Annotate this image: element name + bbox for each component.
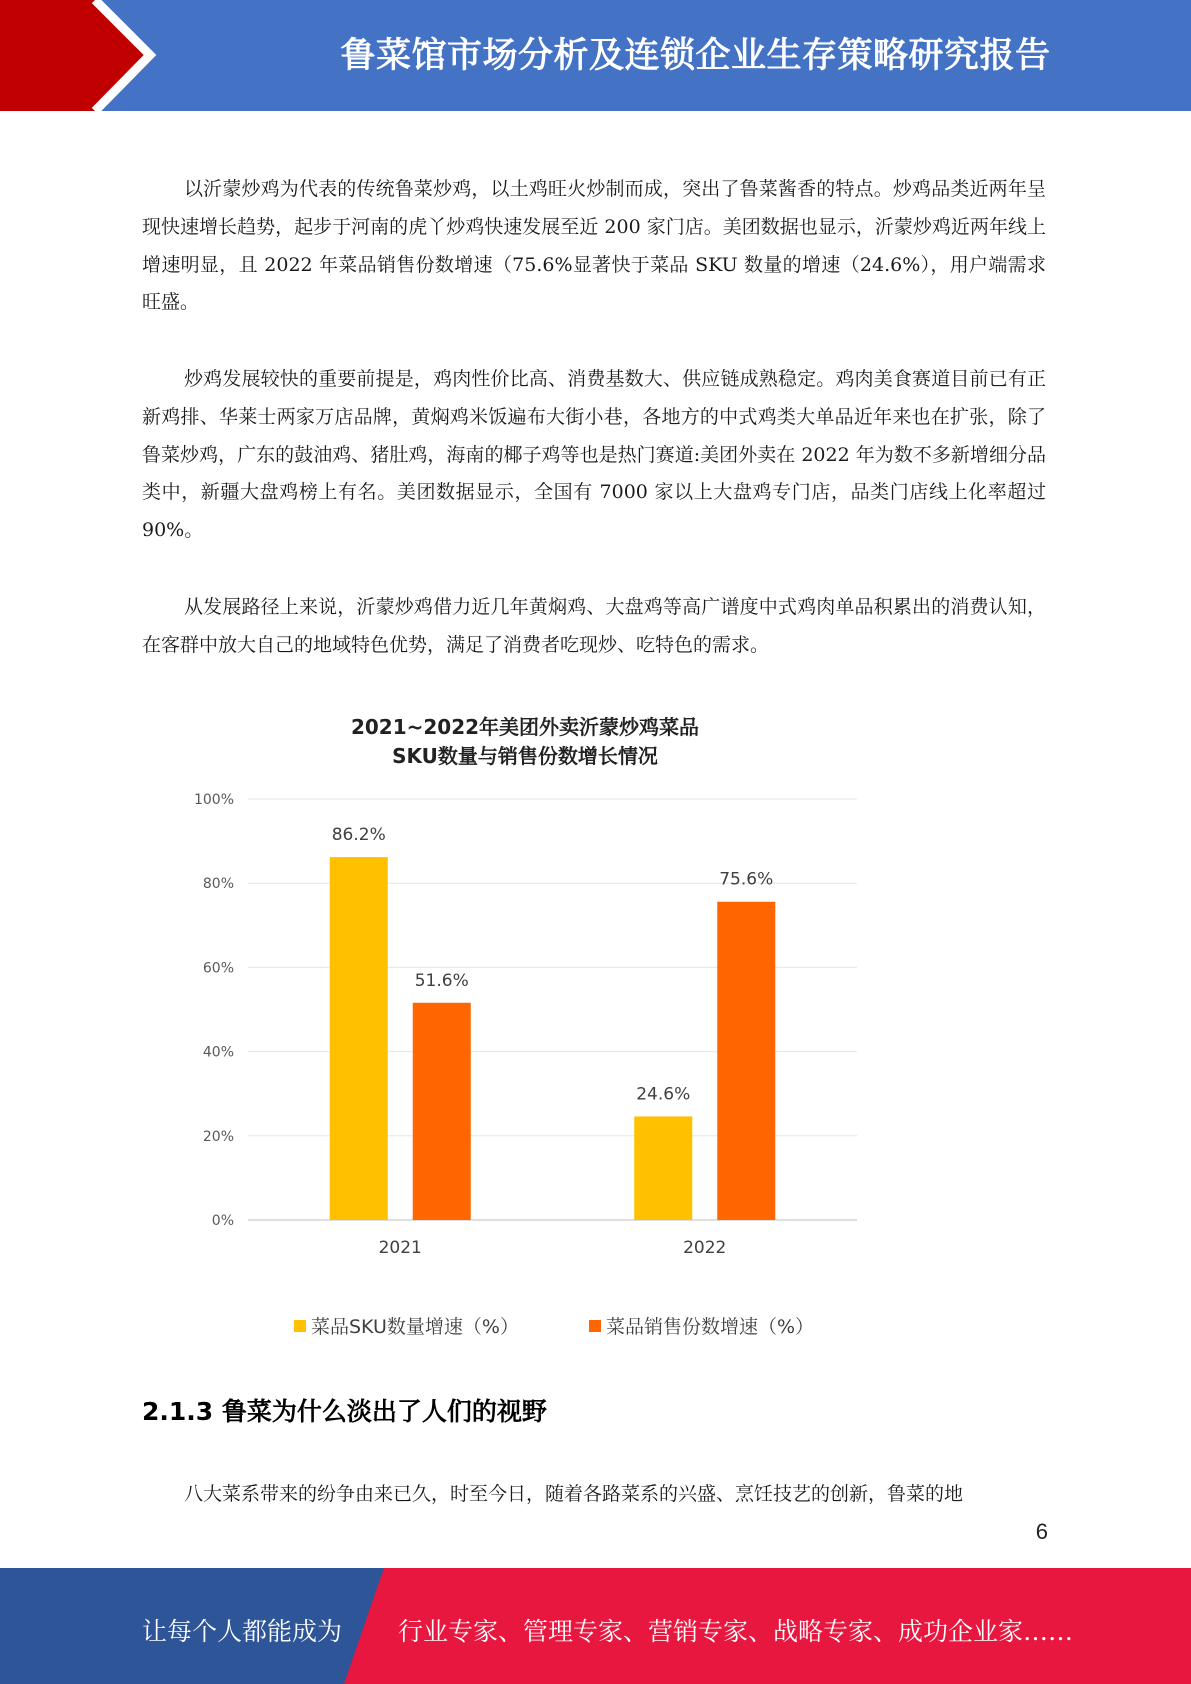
paragraph-3: 从发展路径上来说，沂蒙炒鸡借力近几年黄焖鸡、大盘鸡等高广谱度中式鸡肉单品积累出的消费认知，在客群中放大自己的地域特色优势，满足了消费者吃现炒、吃特色的需求。 (142, 596, 1046, 656)
chart-plot (175, 700, 875, 1310)
data-label: 75.6% (719, 869, 774, 890)
chart-legend (175, 1312, 875, 1342)
paragraph-1: 以沂蒙炒鸡为代表的传统鲁菜炒鸡，以土鸡旺火炒制而成，突出了鲁菜酱香的特点。炒鸡品类近两年呈现快速增长趋势，起步于河南的虎丫炒鸡快速发展至近 200 家门店。美团数据也显示，沂蒙炒鸡近两年线上增速明显，且 2022 年菜品销售份数增速（75.6%显著快于菜品 SKU 数量的增速（24.6%），用户端需求旺盛。 (142, 178, 1046, 314)
header-arrow-decoration (0, 0, 200, 111)
footer-slogan-right: 行业专家、管理专家、营销专家、战略专家、成功企业家…… (398, 1617, 1074, 1646)
y-tick-label: 80% (202, 876, 234, 893)
footer-slogan-left: 让每个人都能成为 (142, 1617, 343, 1646)
legend-item-sku (294, 1312, 519, 1339)
page-footer (0, 1568, 1191, 1684)
page-number: 6 (1035, 1519, 1048, 1544)
y-tick-label: 100% (193, 792, 234, 808)
bar (413, 1003, 471, 1220)
chart-title-line-2: SKU数量与销售份数增长情况 (392, 744, 658, 768)
paragraph-2: 炒鸡发展较快的重要前提是，鸡肉性价比高、消费基数大、供应链成熟稳定。鸡肉美食赛道目前已有正新鸡排、华莱士两家万店品牌，黄焖鸡米饭遍布大街小巷，各地方的中式鸡类大单品近年来也在扩张，除了鲁菜炒鸡，广东的鼓油鸡、猪肚鸡，海南的椰子鸡等也是热门赛道:美团外卖在 2022 年为数不多新增细分品类中，新疆大盘鸡榜上有名。美团数据显示，全国有 7000 家以上大盘鸡专门店，品类门店线上化率超过 90%。 (142, 368, 1046, 542)
report-title: 鲁菜馆市场分析及连锁企业生存策略研究报告 (340, 36, 1051, 76)
legend-label-sales: 菜品销售份数增速（%） (606, 1316, 815, 1338)
page-header (0, 0, 1191, 111)
y-tick-label: 0% (211, 1213, 234, 1229)
data-label: 24.6% (636, 1084, 691, 1105)
bar (634, 1116, 692, 1220)
bar-chart (175, 700, 875, 1350)
y-tick-label: 40% (202, 1044, 234, 1061)
bar (330, 857, 388, 1220)
x-tick-label: 2022 (683, 1238, 727, 1258)
y-tick-label: 60% (202, 960, 234, 977)
legend-label-sku: 菜品SKU数量增速（%） (311, 1316, 519, 1338)
y-tick-label: 20% (202, 1128, 234, 1145)
bar (717, 902, 775, 1220)
chart-title-line-1: 2021~2022年美团外卖沂蒙炒鸡菜品 (350, 715, 700, 739)
data-label: 51.6% (414, 970, 469, 991)
paragraph-4: 八大菜系带来的纷争由来已久，时至今日，随着各路菜系的兴盛、烹饪技艺的创新，鲁菜的地 (184, 1483, 964, 1505)
section-heading: 2.1.3 鲁菜为什么淡出了人们的视野 (142, 1397, 547, 1426)
legend-item-sales (589, 1312, 814, 1339)
data-label: 86.2% (331, 825, 386, 846)
x-tick-label: 2021 (378, 1238, 422, 1258)
legend-swatch-sales (589, 1320, 601, 1332)
legend-swatch-sku (294, 1320, 306, 1332)
